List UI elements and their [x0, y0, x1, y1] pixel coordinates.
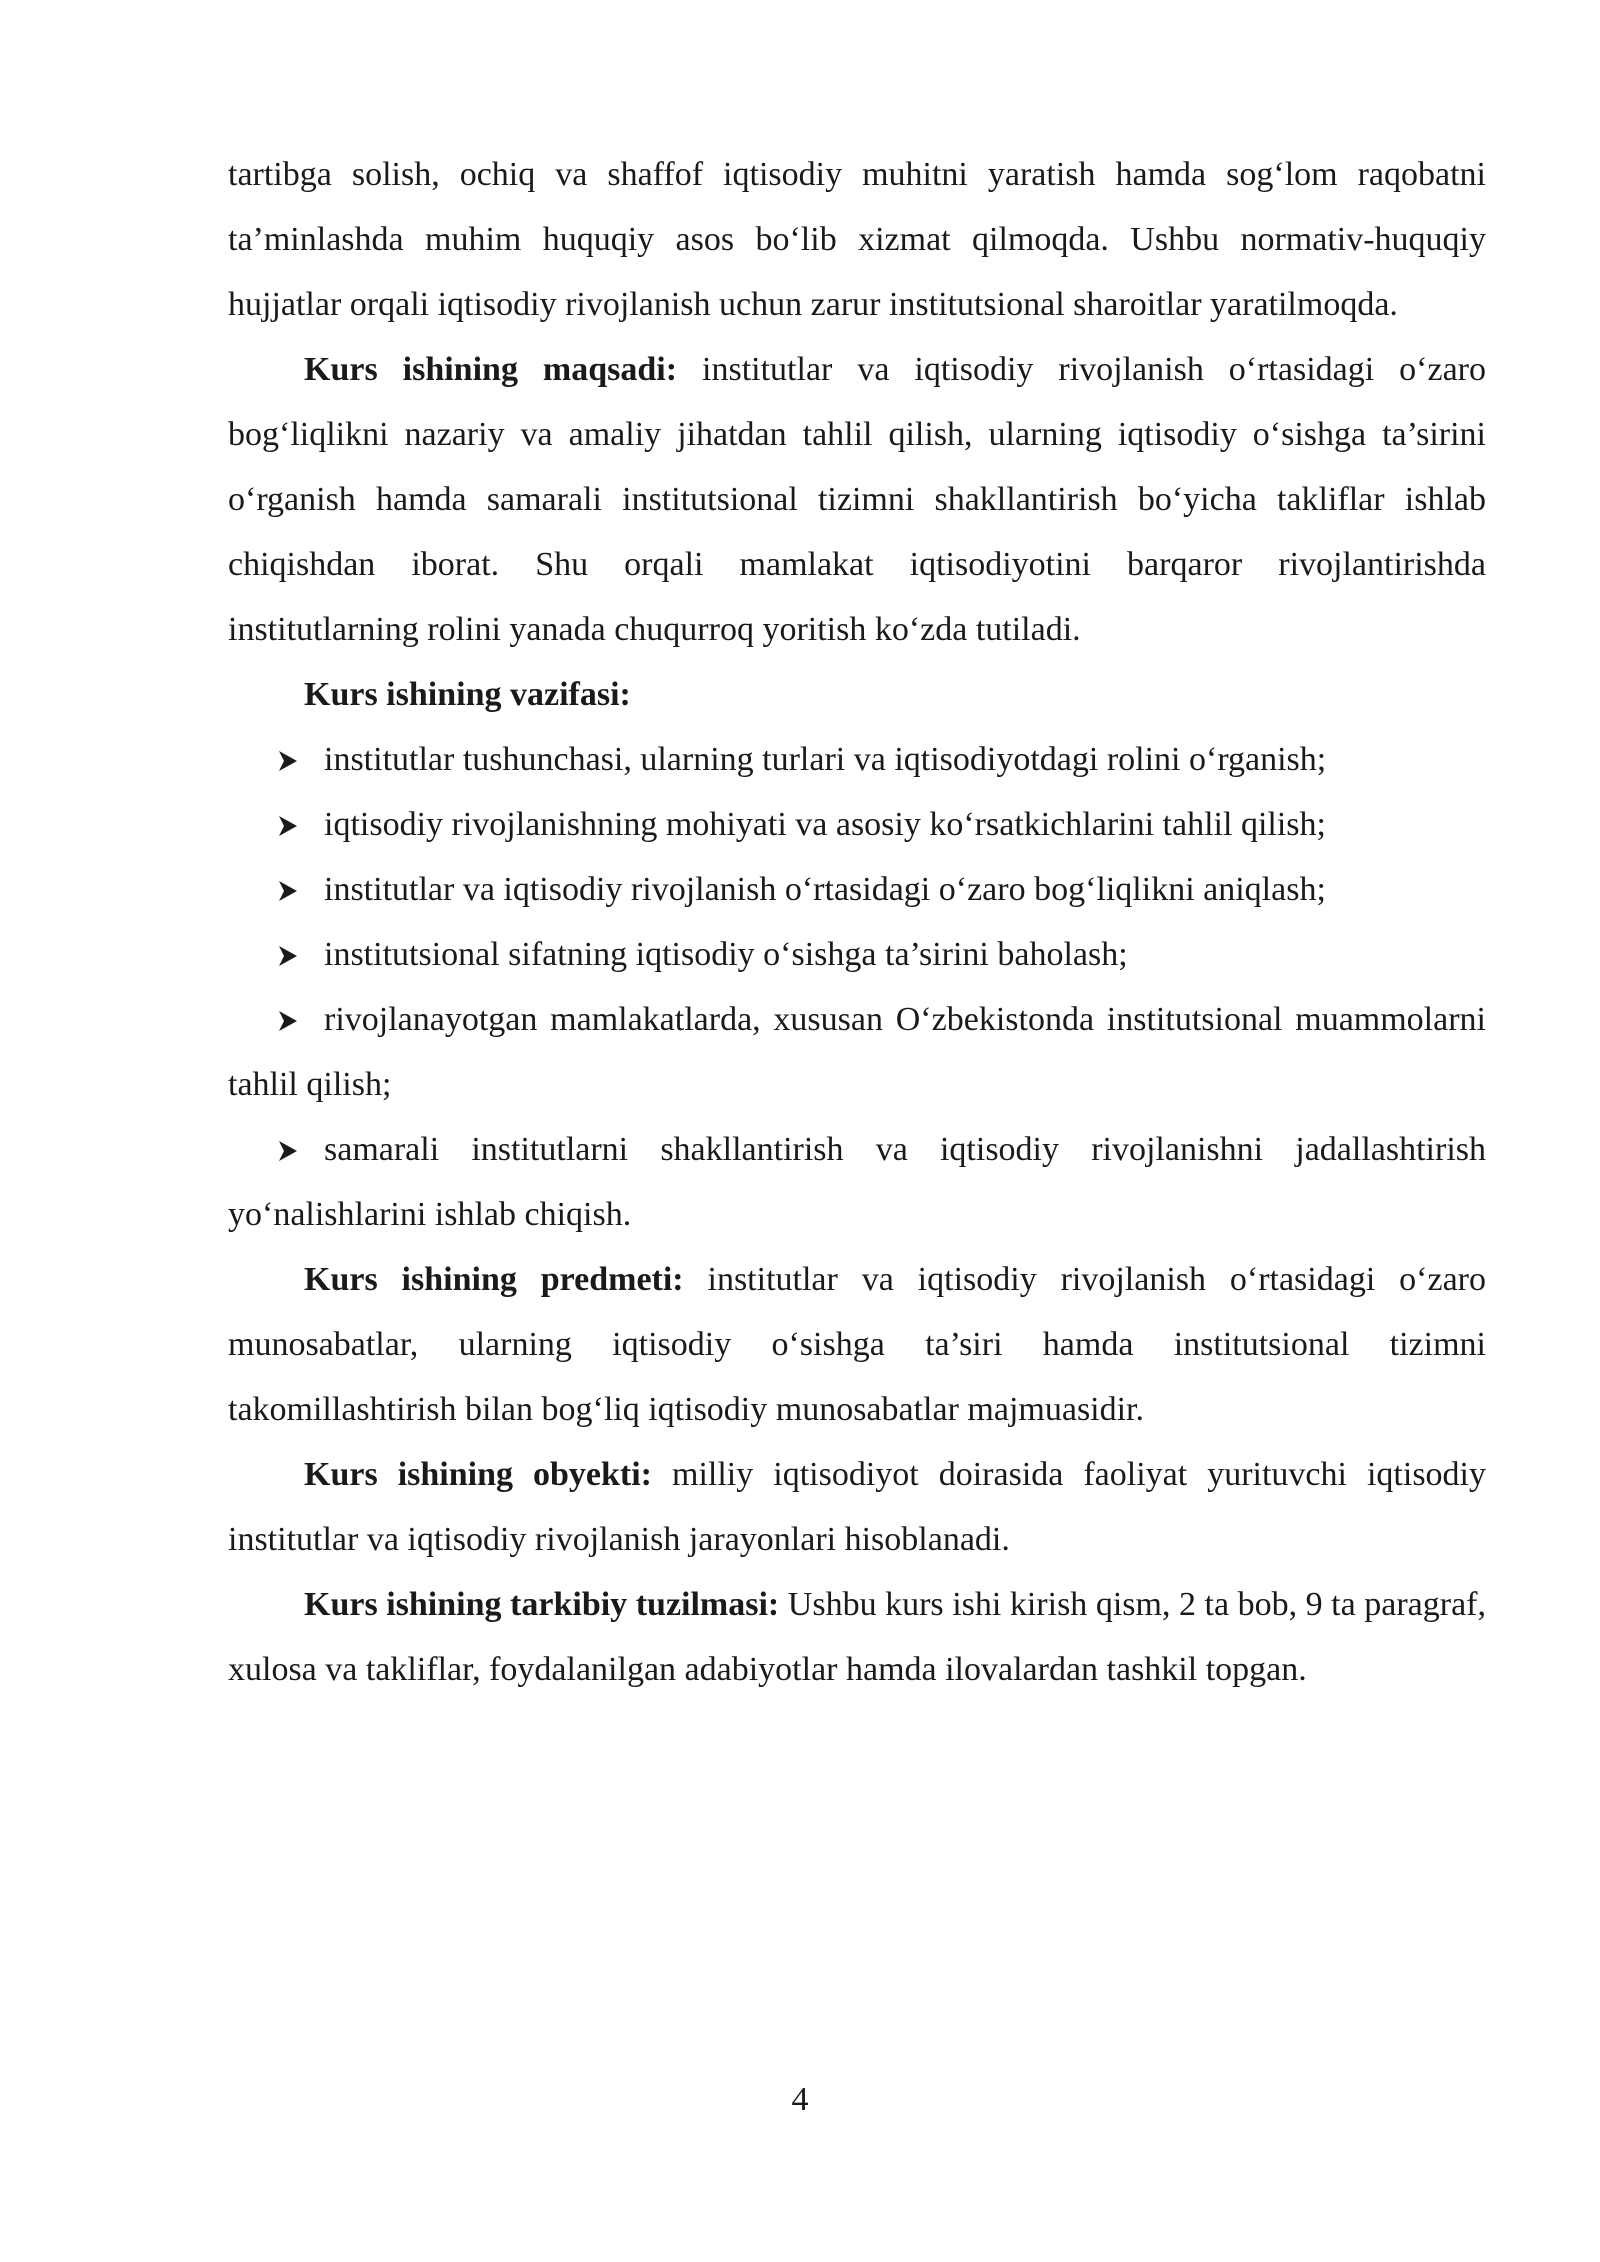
subject-label: Kurs ishining predmeti: [304, 1261, 684, 1298]
task-text: samarali institutlarni shakllantirish va iqtisodiy rivojlanishni jadallashtirish yo‘nalishlarini ishlab chiqish. [228, 1131, 1486, 1233]
object-text: milliy iqtisodiyot doirasida faoliyat yurituvchi iqtisodiy institutlar va iqtisodiy rivojlanish jarayonlari hisoblanadi. [228, 1456, 1486, 1558]
aim-paragraph [228, 337, 1486, 662]
arrowhead-bullet-icon [278, 857, 318, 922]
task-text: iqtisodiy rivojlanishning mohiyati va asosiy ko‘rsatkichlarini tahlil qilish; [324, 806, 1326, 843]
object-label: Kurs ishining obyekti: [304, 1456, 652, 1493]
intro-paragraph: tartibga solish, ochiq va shaffof iqtisodiy muhitni yaratish hamda sog‘lom raqobatni ta’minlashda muhim huquqiy asos bo‘lib xizmat qilmoqda. Ushbu normativ-huquqiy hujjatlar orqali iqtisodiy rivojlanish uchun zarur institutsional sharoitlar yaratilmoqda. [228, 156, 1486, 323]
task-text: rivojlanayotgan mamlakatlarda, xususan O‘zbekistonda institutsional muammolarni tahlil qilish; [228, 1001, 1486, 1103]
tasks-heading: Kurs ishining vazifasi: [304, 676, 631, 713]
arrowhead-bullet-icon [278, 792, 318, 857]
subject-text: institutlar va iqtisodiy rivojlanish o‘rtasidagi o‘zaro munosabatlar, ularning iqtisodiy o‘sishga ta’siri hamda institutsional tizimni takomillashtirish bilan bog‘liq iqtisodiy munosabatlar majmuasidir. [228, 1261, 1486, 1428]
task-item [228, 792, 1486, 857]
arrowhead-bullet-icon [228, 1117, 324, 1182]
structure-text: Ushbu kurs ishi kirish qism, 2 ta bob, 9 ta paragraf, xulosa va takliflar, foydalanilgan adabiyotlar hamda ilovalardan tashkil topgan. [228, 1586, 1486, 1688]
arrowhead-bullet-icon [228, 987, 324, 1052]
task-text: institutlar va iqtisodiy rivojlanish o‘rtasidagi o‘zaro bog‘liqlikni aniqlash; [324, 871, 1326, 908]
page-number: 4 [791, 2081, 809, 2118]
task-item [228, 987, 1486, 1117]
aim-text: institutlar va iqtisodiy rivojlanish o‘rtasidagi o‘zaro bog‘liqlikni nazariy va amaliy jihatdan tahlil qilish, ularning iqtisodiy o‘sishga ta’sirini o‘rganish hamda samarali institutsional tizimni shakllantirish bo‘yicha takliflar ishlab chiqishdan iborat. Shu orqali mamlakat iqtisodiyotini barqaror rivojlantirishda institutlarning rolini yanada chuqurroq yoritish ko‘zda tutiladi. [228, 351, 1486, 648]
structure-label: Kurs ishining tarkibiy tuzilmasi: [304, 1586, 780, 1623]
aim-label: Kurs ishining maqsadi: [304, 351, 678, 388]
task-item [228, 727, 1486, 792]
task-item [228, 922, 1486, 987]
structure-paragraph [228, 1572, 1486, 1702]
object-paragraph [228, 1442, 1486, 1572]
arrowhead-bullet-icon [278, 922, 318, 987]
page-body [228, 142, 1486, 1702]
task-item [228, 857, 1486, 922]
task-text: institutlar tushunchasi, ularning turlari va iqtisodiyotdagi rolini o‘rganish; [324, 741, 1327, 778]
task-text: institutsional sifatning iqtisodiy o‘sishga ta’sirini baholash; [324, 936, 1128, 973]
subject-paragraph [228, 1247, 1486, 1442]
task-item [228, 1117, 1486, 1247]
arrowhead-bullet-icon [278, 727, 318, 792]
